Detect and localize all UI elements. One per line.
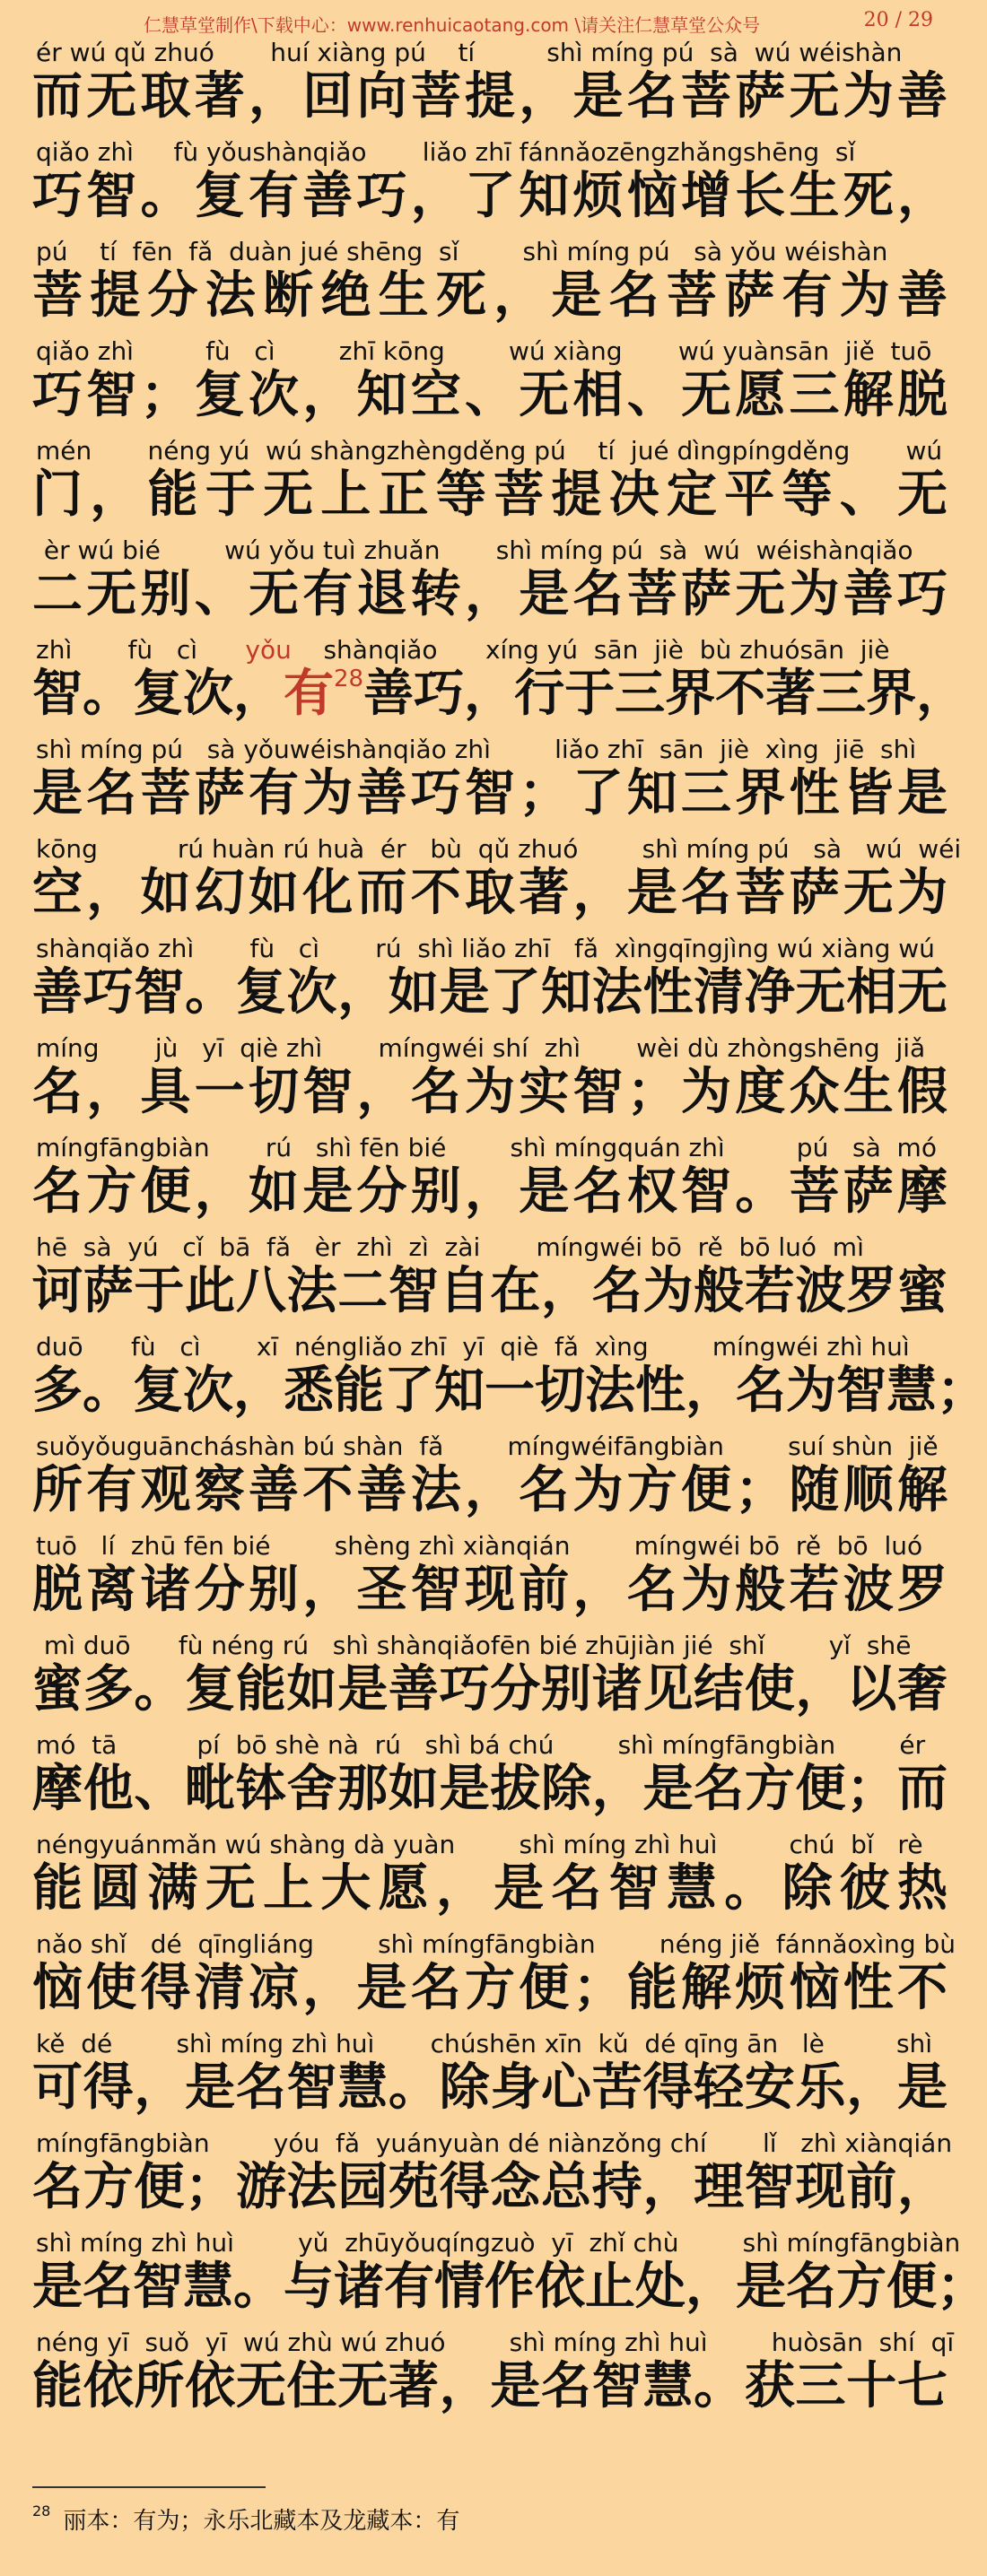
- hanzi-line: 二 无 别 、 无 有 退 转 ， 是 名 菩 萨 无 为 善 巧: [32, 565, 948, 623]
- text-line: [0, 237, 969, 336]
- text-line: [0, 436, 969, 535]
- hanzi-line: 巧 智 ； 复 次 ， 知 空 、 无 相 、 无 愿 三 解 脱: [32, 366, 948, 424]
- pinyin-line: duō fù cì xī néngliǎo zhī yī qiè fǎ xìng míngwéi zhì huì: [36, 1332, 910, 1362]
- hanzi-line: 名 方 便 ； 游 法 园 苑 得 念 总 持 ， 理 智 现 前 ，: [32, 2158, 948, 2216]
- pinyin-line: míng jù yī qiè zhì míngwéi shí zhì wèi dù zhòngshēng jiǎ: [36, 1033, 926, 1063]
- pinyin-line: pú tí fēn fǎ duàn jué shēng sǐ shì míng pú sà yǒu wéishàn: [36, 237, 888, 266]
- hanzi-line: 是 名 智 慧 。 与 诸 有 情 作 依 止 处 ， 是 名 方 便 ；: [32, 2258, 987, 2316]
- hanzi-line: 多 。 复 次 ， 悉 能 了 知 一 切 法 性 ， 名 为 智 慧 ；: [32, 1362, 987, 1420]
- footnote-ref: 有$^{28}$: [284, 665, 364, 723]
- hanzi-line: 善 巧 智 。 复 次 ， 如 是 了 知 法 性 清 净 无 相 无: [32, 963, 948, 1022]
- hanzi-line: 门 ， 能 于 无 上 正 等 菩 提 决 定 平 等 、 无: [32, 466, 948, 524]
- text-line: [0, 2228, 987, 2328]
- pinyin-line: néngyuánmǎn wú shàng dà yuàn shì míng zhì huì chú bǐ rè: [36, 1830, 923, 1859]
- text-line: [0, 2128, 969, 2228]
- hanzi-line: 菩 提 分 法 断 绝 生 死 ， 是 名 菩 萨 有 为 善: [32, 266, 948, 325]
- pinyin-line: néng yī suǒ yī wú zhù wú zhuó shì míng zhì huì huòsān shí qī: [36, 2328, 955, 2357]
- pinyin-line: kě dé shì míng zhì huì chúshēn xīn kǔ dé qīng ān lè shì: [36, 2029, 933, 2058]
- text-line: [0, 635, 969, 735]
- hanzi-line: 能 依 所 依 无 住 无 著 ， 是 名 智 慧 。 获 三 十 七: [32, 2357, 948, 2415]
- sutra-text: [0, 38, 987, 2427]
- pinyin-line: qiǎo zhì fù cì zhī kōng wú xiàng wú yuànsān jiě tuō: [36, 336, 932, 366]
- text-line: [0, 535, 969, 635]
- hanzi-line: 而 无 取 著 ， 回 向 菩 提 ， 是 名 菩 萨 无 为 善: [32, 67, 948, 126]
- pinyin-line: shànqiǎo zhì fù cì rú shì liǎo zhī fǎ xìngqīngjìng wú xiàng wú: [36, 934, 935, 963]
- page-header: [0, 5, 969, 38]
- text-line: [0, 38, 969, 137]
- pinyin-line: hē sà yú cǐ bā fǎ èr zhì zì zài míngwéi bō rě bō luó mì: [36, 1232, 864, 1262]
- pinyin-line: mó tā pí bō shè nà rú shì bá chú shì míngfāngbiàn ér: [36, 1730, 926, 1760]
- footnote: [32, 2502, 930, 2536]
- hanzi-line: 能 圆 满 无 上 大 愿 ， 是 名 智 慧 。 除 彼 热: [32, 1859, 948, 1918]
- pinyin-line: qiǎo zhì fù yǒushànqiǎo liǎo zhī fánnǎozēngzhǎngshēng sǐ: [36, 137, 856, 167]
- pinyin-line: kōng rú huàn rú huà ér bù qǔ zhuó shì míng pú sà wú wéi: [36, 834, 962, 864]
- footnote-number: 28: [32, 2502, 51, 2519]
- hanzi-line: 名 方 便 ， 如 是 分 别 ， 是 名 权 智 。 菩 萨 摩: [32, 1162, 948, 1221]
- footnote-text: 丽本：有为；永乐北藏本及龙藏本：有: [63, 2508, 460, 2535]
- hanzi-line: 摩 他 、 毗 钵 舍 那 如 是 拔 除 ， 是 名 方 便 ； 而: [32, 1760, 948, 1818]
- text-line: [0, 336, 969, 436]
- text-line: [0, 137, 969, 237]
- hanzi-line: 所 有 观 察 善 不 善 法 ， 名 为 方 便 ； 随 顺 解: [32, 1461, 948, 1519]
- hanzi-line: 空 ， 如 幻 如 化 而 不 取 著 ， 是 名 菩 萨 无 为: [32, 864, 948, 922]
- footnote-divider: [32, 2486, 266, 2488]
- pinyin-line: míngfāngbiàn yóu fǎ yuányuàn dé niànzǒng chí lǐ zhì xiànqián: [36, 2128, 953, 2158]
- text-line: [0, 1631, 969, 1730]
- text-line: [0, 735, 969, 834]
- hanzi-line: 是 名 菩 萨 有 为 善 巧 智 ； 了 知 三 界 性 皆 是: [32, 764, 948, 822]
- pinyin-line: nǎo shǐ dé qīngliáng shì míngfāngbiàn néng jiě fánnǎoxìng bù: [36, 1929, 956, 1959]
- text-line: [0, 2328, 969, 2427]
- pinyin-line: zhì fù cì yǒu shànqiǎo xíng yú sān jiè bù zhuósān jiè: [36, 635, 890, 665]
- hanzi-line: 恼 使 得 清 凉 ， 是 名 方 便 ； 能 解 烦 恼 性 不: [32, 1959, 948, 2017]
- pinyin-line: shì míng zhì huì yǔ zhūyǒuqíngzuò yī zhǐ chù shì míngfāngbiàn: [36, 2228, 961, 2258]
- hanzi-line: 蜜 多 。 复 能 如 是 善 巧 分 别 诸 见 结 使 ， 以 奢: [32, 1660, 948, 1719]
- hanzi-line: 名 ， 具 一 切 智 ， 名 为 实 智 ； 为 度 众 生 假: [32, 1063, 948, 1121]
- text-line: [0, 1232, 969, 1332]
- pinyin-line: shì míng pú sà yǒuwéishànqiǎo zhì liǎo zhī sān jiè xìng jiē shì: [36, 735, 917, 764]
- text-line: [0, 1531, 969, 1631]
- pinyin-line: mì duō fù néng rú shì shànqiǎofēn bié zhūjiàn jié shǐ yǐ shē: [36, 1631, 912, 1660]
- text-line: [0, 834, 969, 934]
- page-number: 20 / 29: [863, 9, 933, 31]
- text-line: [0, 1730, 969, 1830]
- hanzi-line: 脱 离 诸 分 别 ， 圣 智 现 前 ， 名 为 般 若 波 罗: [32, 1561, 948, 1619]
- text-line: [0, 1133, 969, 1232]
- text-line: [0, 1830, 969, 1929]
- pinyin-line: ér wú qǔ zhuó huí xiàng pú tí shì míng pú sà wú wéishàn: [36, 38, 903, 67]
- hanzi-line: 巧 智 。 复 有 善 巧 ， 了 知 烦 恼 增 长 生 死 ，: [32, 167, 948, 225]
- header-text: 仁慧草堂制作\下载中心：www.renhuicaotang.com \请关注仁慧草堂公众号: [144, 14, 761, 36]
- hanzi-line: 可 得 ， 是 名 智 慧 。 除 身 心 苦 得 轻 安 乐 ， 是: [32, 2058, 948, 2117]
- pinyin-line: tuō lí zhū fēn bié shèng zhì xiànqián míngwéi bō rě bō luó: [36, 1531, 923, 1561]
- pinyin-line: èr wú bié wú yǒu tuì zhuǎn shì míng pú sà wú wéishànqiǎo: [36, 535, 913, 565]
- hanzi-line: 智 。 复 次 ， 有$^{28}$ 善 巧 ， 行 于 三 界 不 著 三 界 ，: [32, 665, 967, 723]
- text-line: [0, 1033, 969, 1133]
- pinyin-line: mén néng yú wú shàngzhèngděng pú tí jué dìngpíngděng wú: [36, 436, 943, 466]
- text-line: [0, 1432, 969, 1531]
- text-line: [0, 1332, 987, 1432]
- hanzi-line: 诃 萨 于 此 八 法 二 智 自 在 ， 名 为 般 若 波 罗 蜜: [32, 1262, 948, 1320]
- pinyin-line: suǒyǒuguāncháshàn bú shàn fǎ míngwéifāngbiàn suí shùn jiě: [36, 1432, 939, 1461]
- pinyin-line: míngfāngbiàn rú shì fēn bié shì míngquán zhì pú sà mó: [36, 1133, 937, 1162]
- text-line: [0, 1929, 969, 2029]
- text-line: [0, 934, 969, 1033]
- text-line: [0, 2029, 969, 2128]
